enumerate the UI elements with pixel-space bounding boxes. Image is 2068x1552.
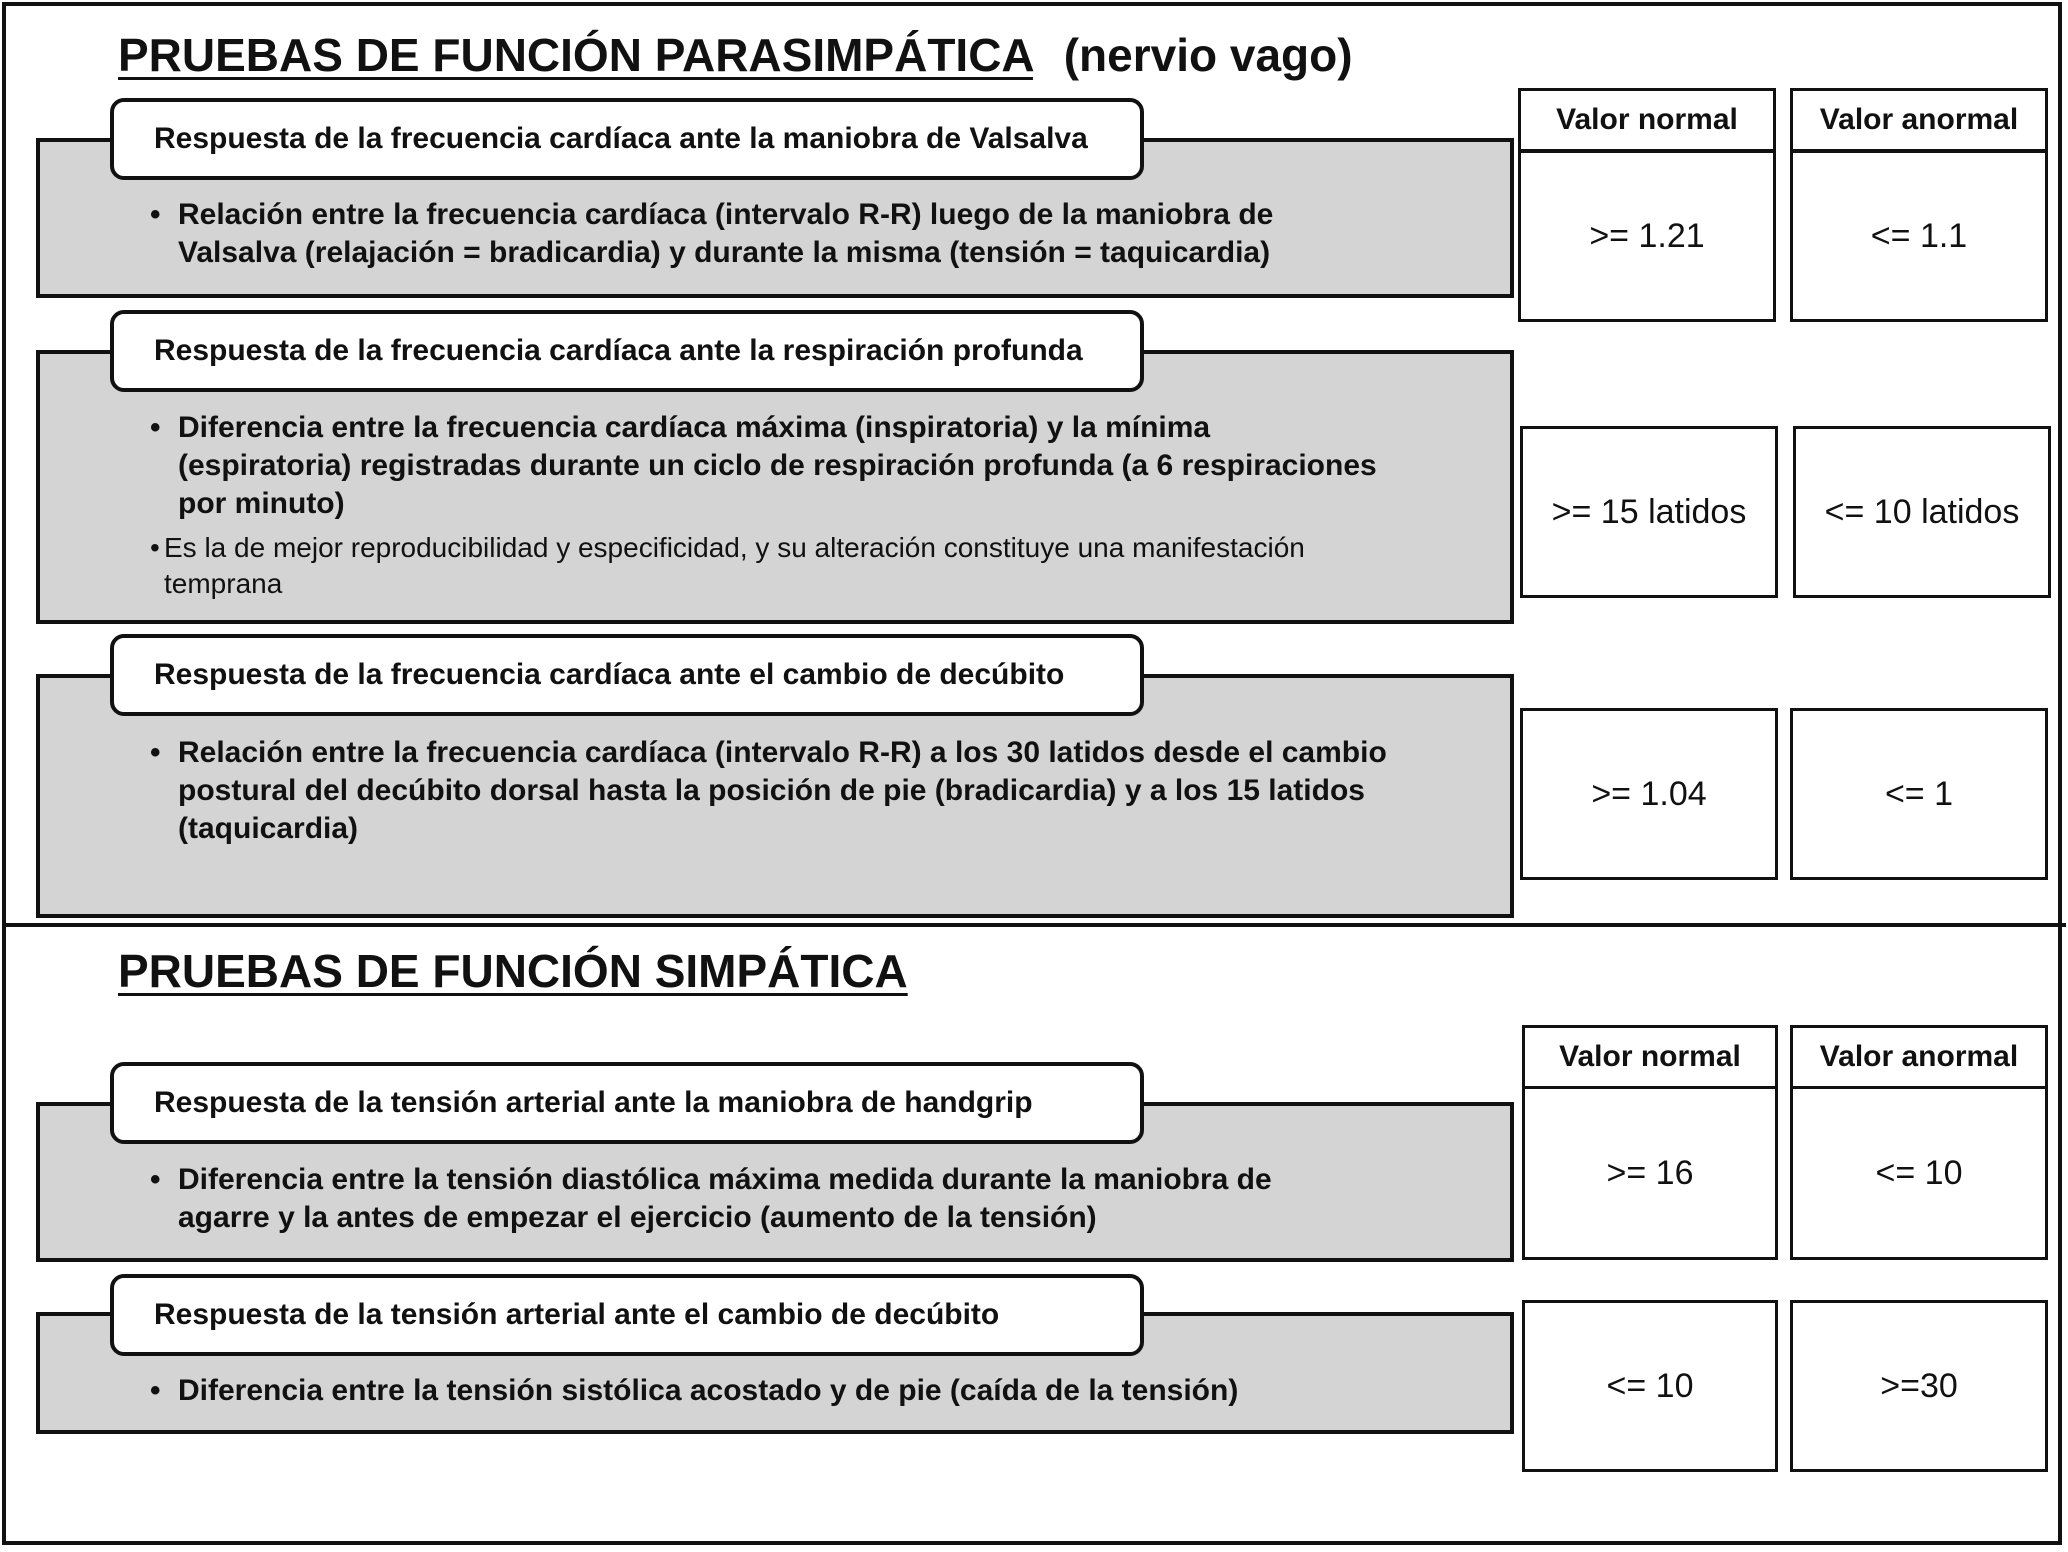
simp-header-normal: Valor normal (1522, 1025, 1778, 1089)
para-header-abnormal: Valor anormal (1790, 88, 2048, 152)
bullet-deep-breathing (150, 409, 1377, 523)
section-divider (2, 923, 2066, 927)
bullet-line: Valsalva (relajación = bradicardia) y durante la misma (tensión = taquicardia) (178, 236, 1271, 269)
bullet-line: (espiratoria) registradas durante un ciclo de respiración profunda (a 6 respiraciones (178, 449, 1377, 482)
test-title-handgrip (110, 1062, 1144, 1144)
parasympathetic-title (118, 28, 1353, 82)
abnormal-value-valsalva: <= 1.1 (1790, 150, 2048, 322)
simp-header-abnormal: Valor anormal (1790, 1025, 2048, 1089)
abnormal-value-postural-bp: >=30 (1790, 1300, 2048, 1472)
parasympathetic-subtitle: (nervio vago) (1063, 29, 1353, 81)
test-title-postural-hr (110, 634, 1144, 716)
bullet-line: postural del decúbito dorsal hasta la posición de pie (bradicardia) y a los 15 latidos (178, 774, 1365, 807)
abnormal-value-postural-hr: <= 1 (1790, 708, 2048, 880)
parasympathetic-title-text: PRUEBAS DE FUNCIÓN PARASIMPÁTICA (118, 29, 1033, 81)
bullet-mark: • (150, 736, 161, 769)
bullet-mark: • (150, 198, 161, 231)
bullet-postural-hr (150, 734, 1387, 848)
normal-value-deep-breathing: >= 15 latidos (1520, 426, 1778, 598)
bullet-postural-bp (150, 1372, 1238, 1410)
bullet-line: Relación entre la frecuencia cardíaca (intervalo R-R) a los 30 latidos desde el cambio (178, 736, 1387, 769)
bullet-mark: • (150, 532, 160, 563)
bullet-line: temprana (164, 568, 283, 599)
test-title-deep-breathing-text: Respuesta de la frecuencia cardíaca ante la respiración profunda (154, 334, 1083, 367)
bullet-line: Es la de mejor reproducibilidad y especificidad, y su alteración constituye una manifestación (164, 532, 1305, 563)
para-header-normal: Valor normal (1518, 88, 1776, 152)
test-title-handgrip-text: Respuesta de la tensión arterial ante la maniobra de handgrip (154, 1086, 1033, 1119)
bullet-line: agarre y la antes de empezar el ejercicio (aumento de la tensión) (178, 1201, 1097, 1234)
bullet-line: Relación entre la frecuencia cardíaca (intervalo R-R) luego de la maniobra de (178, 198, 1274, 231)
test-title-valsalva (110, 98, 1144, 180)
test-title-deep-breathing (110, 310, 1144, 392)
bullet-valsalva (150, 196, 1273, 272)
bullet-mark: • (150, 1374, 161, 1407)
bullet-deep-breathing-note (150, 530, 1305, 602)
test-title-valsalva-text: Respuesta de la frecuencia cardíaca ante la maniobra de Valsalva (154, 122, 1088, 155)
abnormal-value-handgrip: <= 10 (1790, 1086, 2048, 1260)
normal-value-postural-hr: >= 1.04 (1520, 708, 1778, 880)
bullet-line: Diferencia entre la tensión sistólica acostado y de pie (caída de la tensión) (178, 1374, 1239, 1407)
test-title-postural-bp (110, 1274, 1144, 1356)
test-title-postural-bp-text: Respuesta de la tensión arterial ante el cambio de decúbito (154, 1298, 1000, 1331)
test-title-postural-hr-text: Respuesta de la frecuencia cardíaca ante el cambio de decúbito (154, 658, 1065, 691)
normal-value-valsalva: >= 1.21 (1518, 150, 1776, 322)
bullet-line: (taquicardia) (178, 812, 359, 845)
bullet-line: por minuto) (178, 487, 345, 520)
abnormal-value-deep-breathing: <= 10 latidos (1793, 426, 2051, 598)
bullet-line: Diferencia entre la frecuencia cardíaca máxima (inspiratoria) y la mínima (178, 411, 1211, 444)
bullet-line: Diferencia entre la tensión diastólica máxima medida durante la maniobra de (178, 1163, 1272, 1196)
sympathetic-title-text: PRUEBAS DE FUNCIÓN SIMPÁTICA (118, 945, 908, 997)
bullet-mark: • (150, 1163, 161, 1196)
bullet-mark: • (150, 411, 161, 444)
normal-value-handgrip: >= 16 (1522, 1086, 1778, 1260)
bullet-handgrip (150, 1161, 1272, 1237)
sympathetic-title (118, 944, 908, 998)
normal-value-postural-bp: <= 10 (1522, 1300, 1778, 1472)
